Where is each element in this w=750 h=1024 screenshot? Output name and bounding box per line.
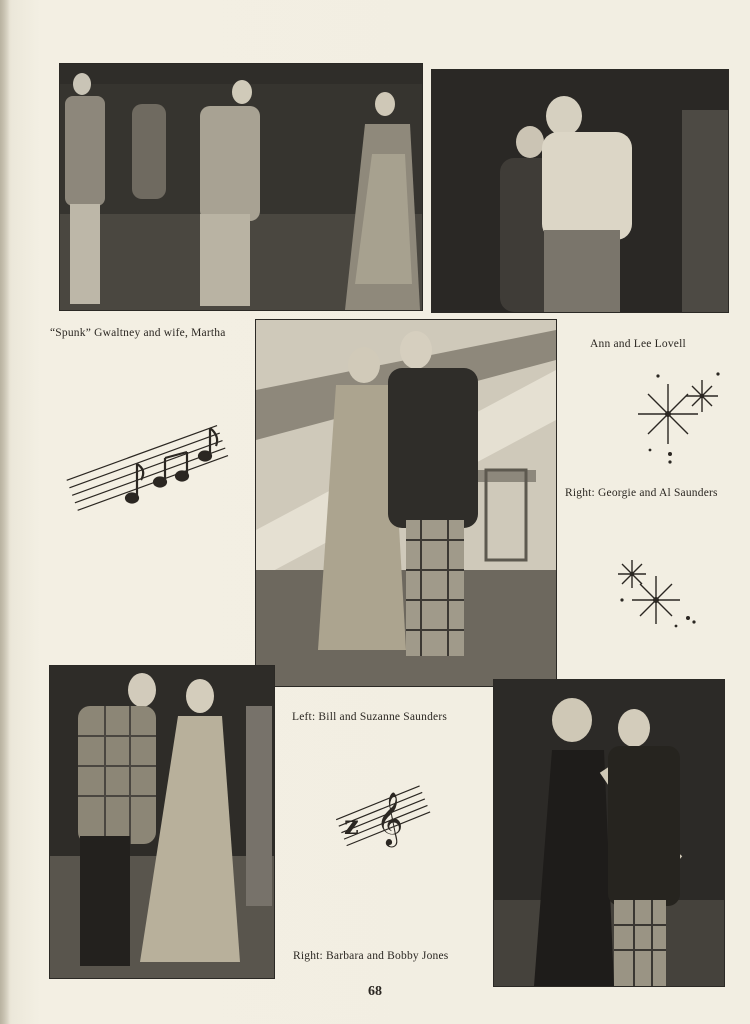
svg-text:𝄞: 𝄞	[376, 791, 404, 845]
music-notes-icon	[62, 412, 232, 522]
photo-bill	[50, 666, 274, 978]
sparkle-stars-icon-2	[610, 554, 706, 634]
photo-georgie	[256, 320, 556, 686]
caption-gwaltney: “Spunk” Gwaltney and wife, Martha	[50, 327, 226, 339]
caption-lovell: Ann and Lee Lovell	[590, 338, 686, 350]
page-number: 68	[368, 984, 382, 999]
binding-shadow	[0, 0, 10, 1024]
caption-georgie: Right: Georgie and Al Saunders	[565, 487, 718, 499]
photo-lovell	[432, 70, 728, 312]
photo-barbara	[494, 680, 724, 986]
photo-gwaltney	[60, 64, 422, 310]
treble-clef-icon	[332, 772, 432, 854]
sparkle-stars-icon	[630, 364, 726, 470]
caption-barbara: Right: Barbara and Bobby Jones	[293, 950, 449, 962]
caption-bill: Left: Bill and Suzanne Saunders	[292, 711, 448, 723]
svg-text:z: z	[344, 811, 359, 841]
